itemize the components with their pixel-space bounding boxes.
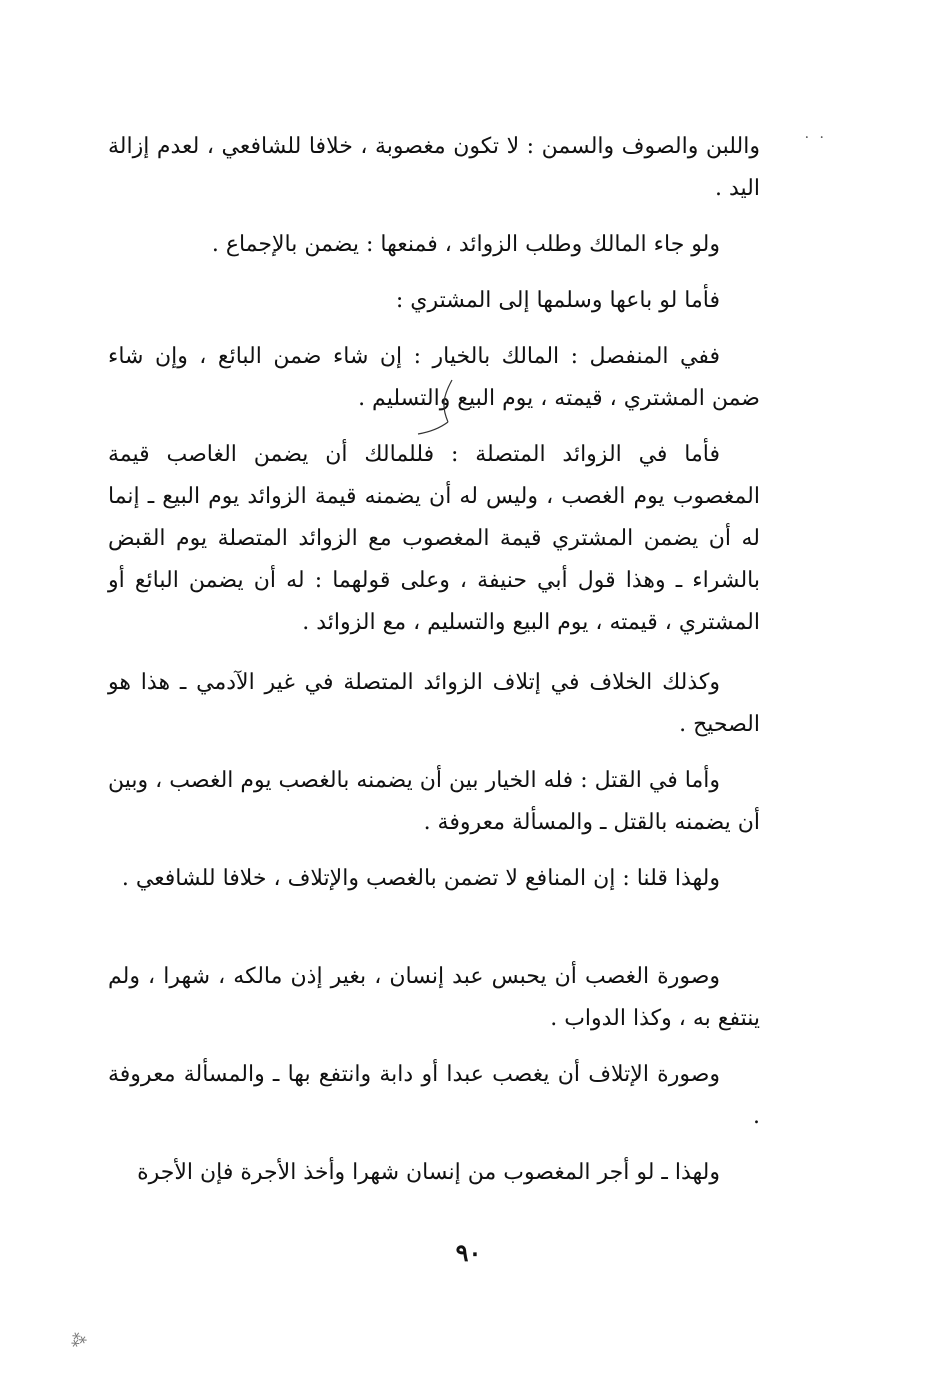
paragraph-9: وصورة الغصب أن يحبس عبد إنسان ، بغير إذن مالكه ، شهرا ، ولم ينتفع به ، وكذا الدواب .	[108, 964, 760, 1031]
paragraph-8: ولهذا قلنا : إن المنافع لا تضمن بالغصب والإتلاف ، خلافا للشافعي .	[121, 866, 720, 891]
margin-scribble-mark: ⁂	[66, 1327, 90, 1352]
paragraph-2: ولو جاء المالك وطلب الزوائد ، فمنعها : يضمن بالإجماع .	[211, 232, 720, 257]
paragraph-4: ففي المنفصل : المالك بالخيار : إن شاء ضمن البائع ، وإن شاء ضمن المشتري ، قيمته ، يوم البيع والتسليم .	[108, 344, 760, 411]
pen-annotation-mark	[412, 378, 472, 438]
paragraph-10: وصورة الإتلاف أن يغصب عبدا أو دابة وانتفع بها ـ والمسألة معروفة .	[108, 1062, 760, 1129]
paragraph-7: وأما في القتل : فله الخيار بين أن يضمنه بالغصب يوم الغصب ، وبين أن يضمنه بالقتل ـ والمسألة معروفة .	[108, 768, 760, 835]
corner-dots-mark: · ·	[804, 130, 827, 146]
paragraph-1: واللبن والصوف والسمن : لا تكون مغصوبة ، خلافا للشافعي ، لعدم إزالة اليد .	[108, 134, 760, 201]
page-number: ٩٠	[455, 1238, 482, 1267]
paragraph-5: فأما في الزوائد المتصلة : فللمالك أن يضمن الغاصب قيمة المغصوب يوم الغصب ، وليس له أن يضمنه قيمة الزوائد يوم البيع ـ إنما له أن يضمن المشتري قيمة المغصوب مع الزوائد المتصلة يوم القبض بالشراء ـ وهذا قول أبي حنيفة ، وعلى قولهما : له أن يضمن البائع أو المشتري ، قيمته ، يوم البيع والتسليم ، مع الزوائد .	[108, 442, 760, 635]
paragraph-11: ولهذا ـ لو أجر المغصوب من إنسان شهرا وأخذ الأجرة فإن الأجرة	[137, 1160, 720, 1185]
paragraph-3: فأما لو باعها وسلمها إلى المشتري :	[395, 288, 720, 313]
paragraph-6: وكذلك الخلاف في إتلاف الزوائد المتصلة في غير الآدمي ـ هذا هو الصحيح .	[108, 670, 760, 737]
